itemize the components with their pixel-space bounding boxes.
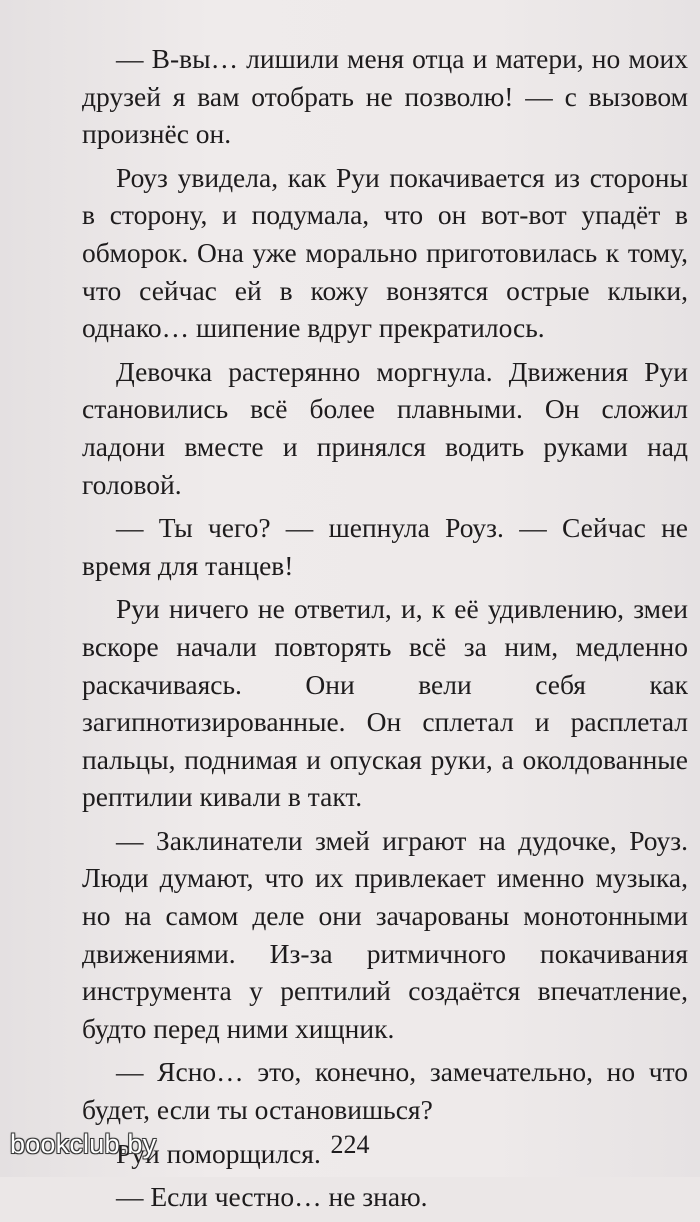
paragraph: — Если честно… не знаю. <box>116 1181 428 1213</box>
paragraph: — В-вы… лишили меня отца и матери, но моих друзей я вам отобрать не позволю! — с вызовом произнёс он. <box>82 43 688 150</box>
paragraph: Роуз увидела, как Руи покачивается из стороны в сторону, и подумала, что он вот-вот упадёт в обморок. Она уже морально приготовилась к тому, что сейчас ей в кожу вонзятся острые клыки, однако… шипение вдруг прекратилось. <box>82 161 688 344</box>
paragraph: — Ясно… это, конечно, замечательно, но что будет, если ты остановишься? <box>82 1056 688 1126</box>
paragraph: Руи ничего не ответил, и, к её удивлению, змеи вскоре начали повторять всё за ним, медленно раскачиваясь. Они вели себя как загипнотизированные. Он сплетал и расплетал пальцы, поднимая и опуская руки, а околдованные рептилии кивали в такт. <box>82 593 688 813</box>
page-text <box>82 40 688 1222</box>
paragraph: Девочка растерянно моргнула. Движения Руи становились всё более плавными. Он сложил ладони вместе и принялся водить руками над головой. <box>82 355 688 500</box>
page-number: 224 <box>330 1130 370 1159</box>
watermark: bookclub.by <box>10 1129 157 1159</box>
paragraph: — Ты чего? — шепнула Роуз. — Сейчас не время для танцев! <box>82 512 688 581</box>
paragraph: Руи поморщился. <box>116 1137 321 1169</box>
paragraph: — Заклинатели змей играют на дудочке, Роуз. Люди думают, что их привлекает именно музыка, но на самом деле они зачарованы монотонными движениями. Из-за ритмичного покачивания инструмента у рептилий создаётся впечатление, будто перед ними хищник. <box>82 824 688 1044</box>
